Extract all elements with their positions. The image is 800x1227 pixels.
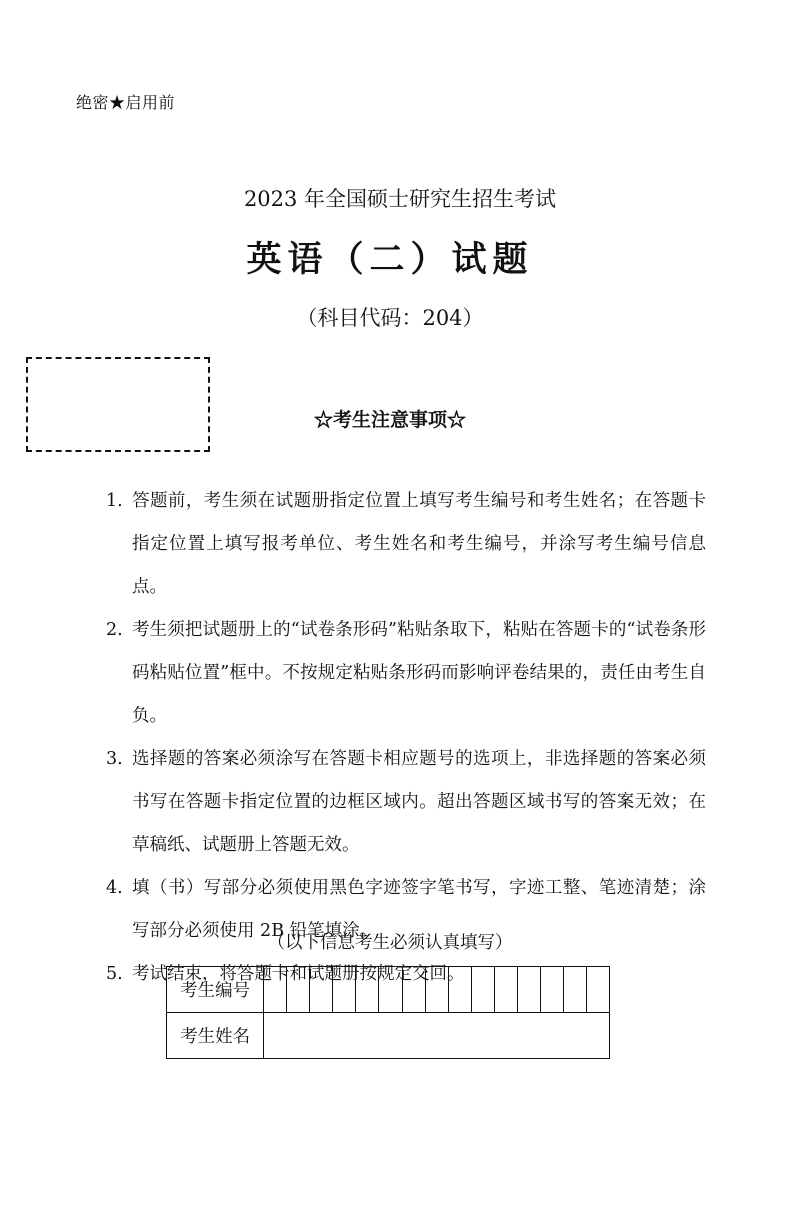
notice-heading: ☆考生注意事项☆: [313, 409, 466, 431]
candidate-id-digit-box[interactable]: [425, 967, 448, 1013]
candidate-id-digit-box[interactable]: [333, 967, 356, 1013]
candidate-id-digit-box[interactable]: [471, 967, 494, 1013]
candidate-info-table: [166, 966, 610, 1059]
candidate-id-digit-box[interactable]: [448, 967, 471, 1013]
rule-number: 2.: [106, 620, 123, 640]
exam-name: 2023 年全国硕士研究生招生考试: [243, 187, 557, 211]
candidate-id-digit-box[interactable]: [379, 967, 402, 1013]
fill-instruction: （以下信息考生必须认真填写）: [267, 933, 513, 953]
rule-text: 选择题的答案必须涂写在答题卡相应题号的选项上，非选择题的答案必须书写在答题卡指定位置的边框区域内。超出答题区域书写的答案无效；在草稿纸、试题册上答题无效。: [132, 749, 706, 855]
classification-label: 绝密★启用前: [76, 93, 176, 112]
candidate-id-label: 考生编号: [167, 967, 264, 1013]
candidate-id-digit-box[interactable]: [310, 967, 333, 1013]
candidate-id-digit-box[interactable]: [586, 967, 609, 1013]
rule-text: 答题前，考生须在试题册指定位置上填写考生编号和考生姓名；在答题卡指定位置上填写报考单位、考生姓名和考生编号，并涂写考生编号信息点。: [132, 491, 706, 597]
rule-number: 1.: [106, 491, 123, 511]
rule-number: 5.: [106, 964, 123, 984]
rules-list: [106, 480, 706, 996]
rule-text: 考试结束，将答题卡和试题册按规定交回。: [132, 964, 465, 984]
rule-item: [106, 738, 706, 867]
rule-text: 考生须把试题册上的“试卷条形码”粘贴条取下，粘贴在答题卡的“试卷条形码粘贴位置”框中。不按规定粘贴条形码而影响评卷结果的，责任由考生自负。: [132, 620, 706, 726]
candidate-id-digit-box[interactable]: [540, 967, 563, 1013]
candidate-id-digit-box[interactable]: [287, 967, 310, 1013]
candidate-id-digit-box[interactable]: [264, 967, 287, 1013]
candidate-id-digit-box[interactable]: [494, 967, 517, 1013]
rule-number: 4.: [106, 878, 123, 898]
rule-item: [106, 480, 706, 609]
subject-title: 英语（二）试题: [246, 239, 534, 280]
candidate-id-row: [167, 967, 610, 1013]
candidate-name-field[interactable]: [264, 1013, 610, 1059]
candidate-id-digit-box[interactable]: [402, 967, 425, 1013]
candidate-id-digit-box[interactable]: [517, 967, 540, 1013]
candidate-id-digit-box[interactable]: [563, 967, 586, 1013]
rule-text: 填（书）写部分必须使用黑色字迹签字笔书写，字迹工整、笔迹清楚；涂写部分必须使用 2B 铅笔填涂。: [132, 878, 706, 941]
rule-item: [106, 609, 706, 738]
candidate-id-digit-box[interactable]: [356, 967, 379, 1013]
subject-code: （科目代码：204）: [296, 306, 484, 330]
rule-number: 3.: [106, 749, 123, 769]
candidate-name-label: 考生姓名: [167, 1013, 264, 1059]
candidate-name-row: [167, 1013, 610, 1059]
